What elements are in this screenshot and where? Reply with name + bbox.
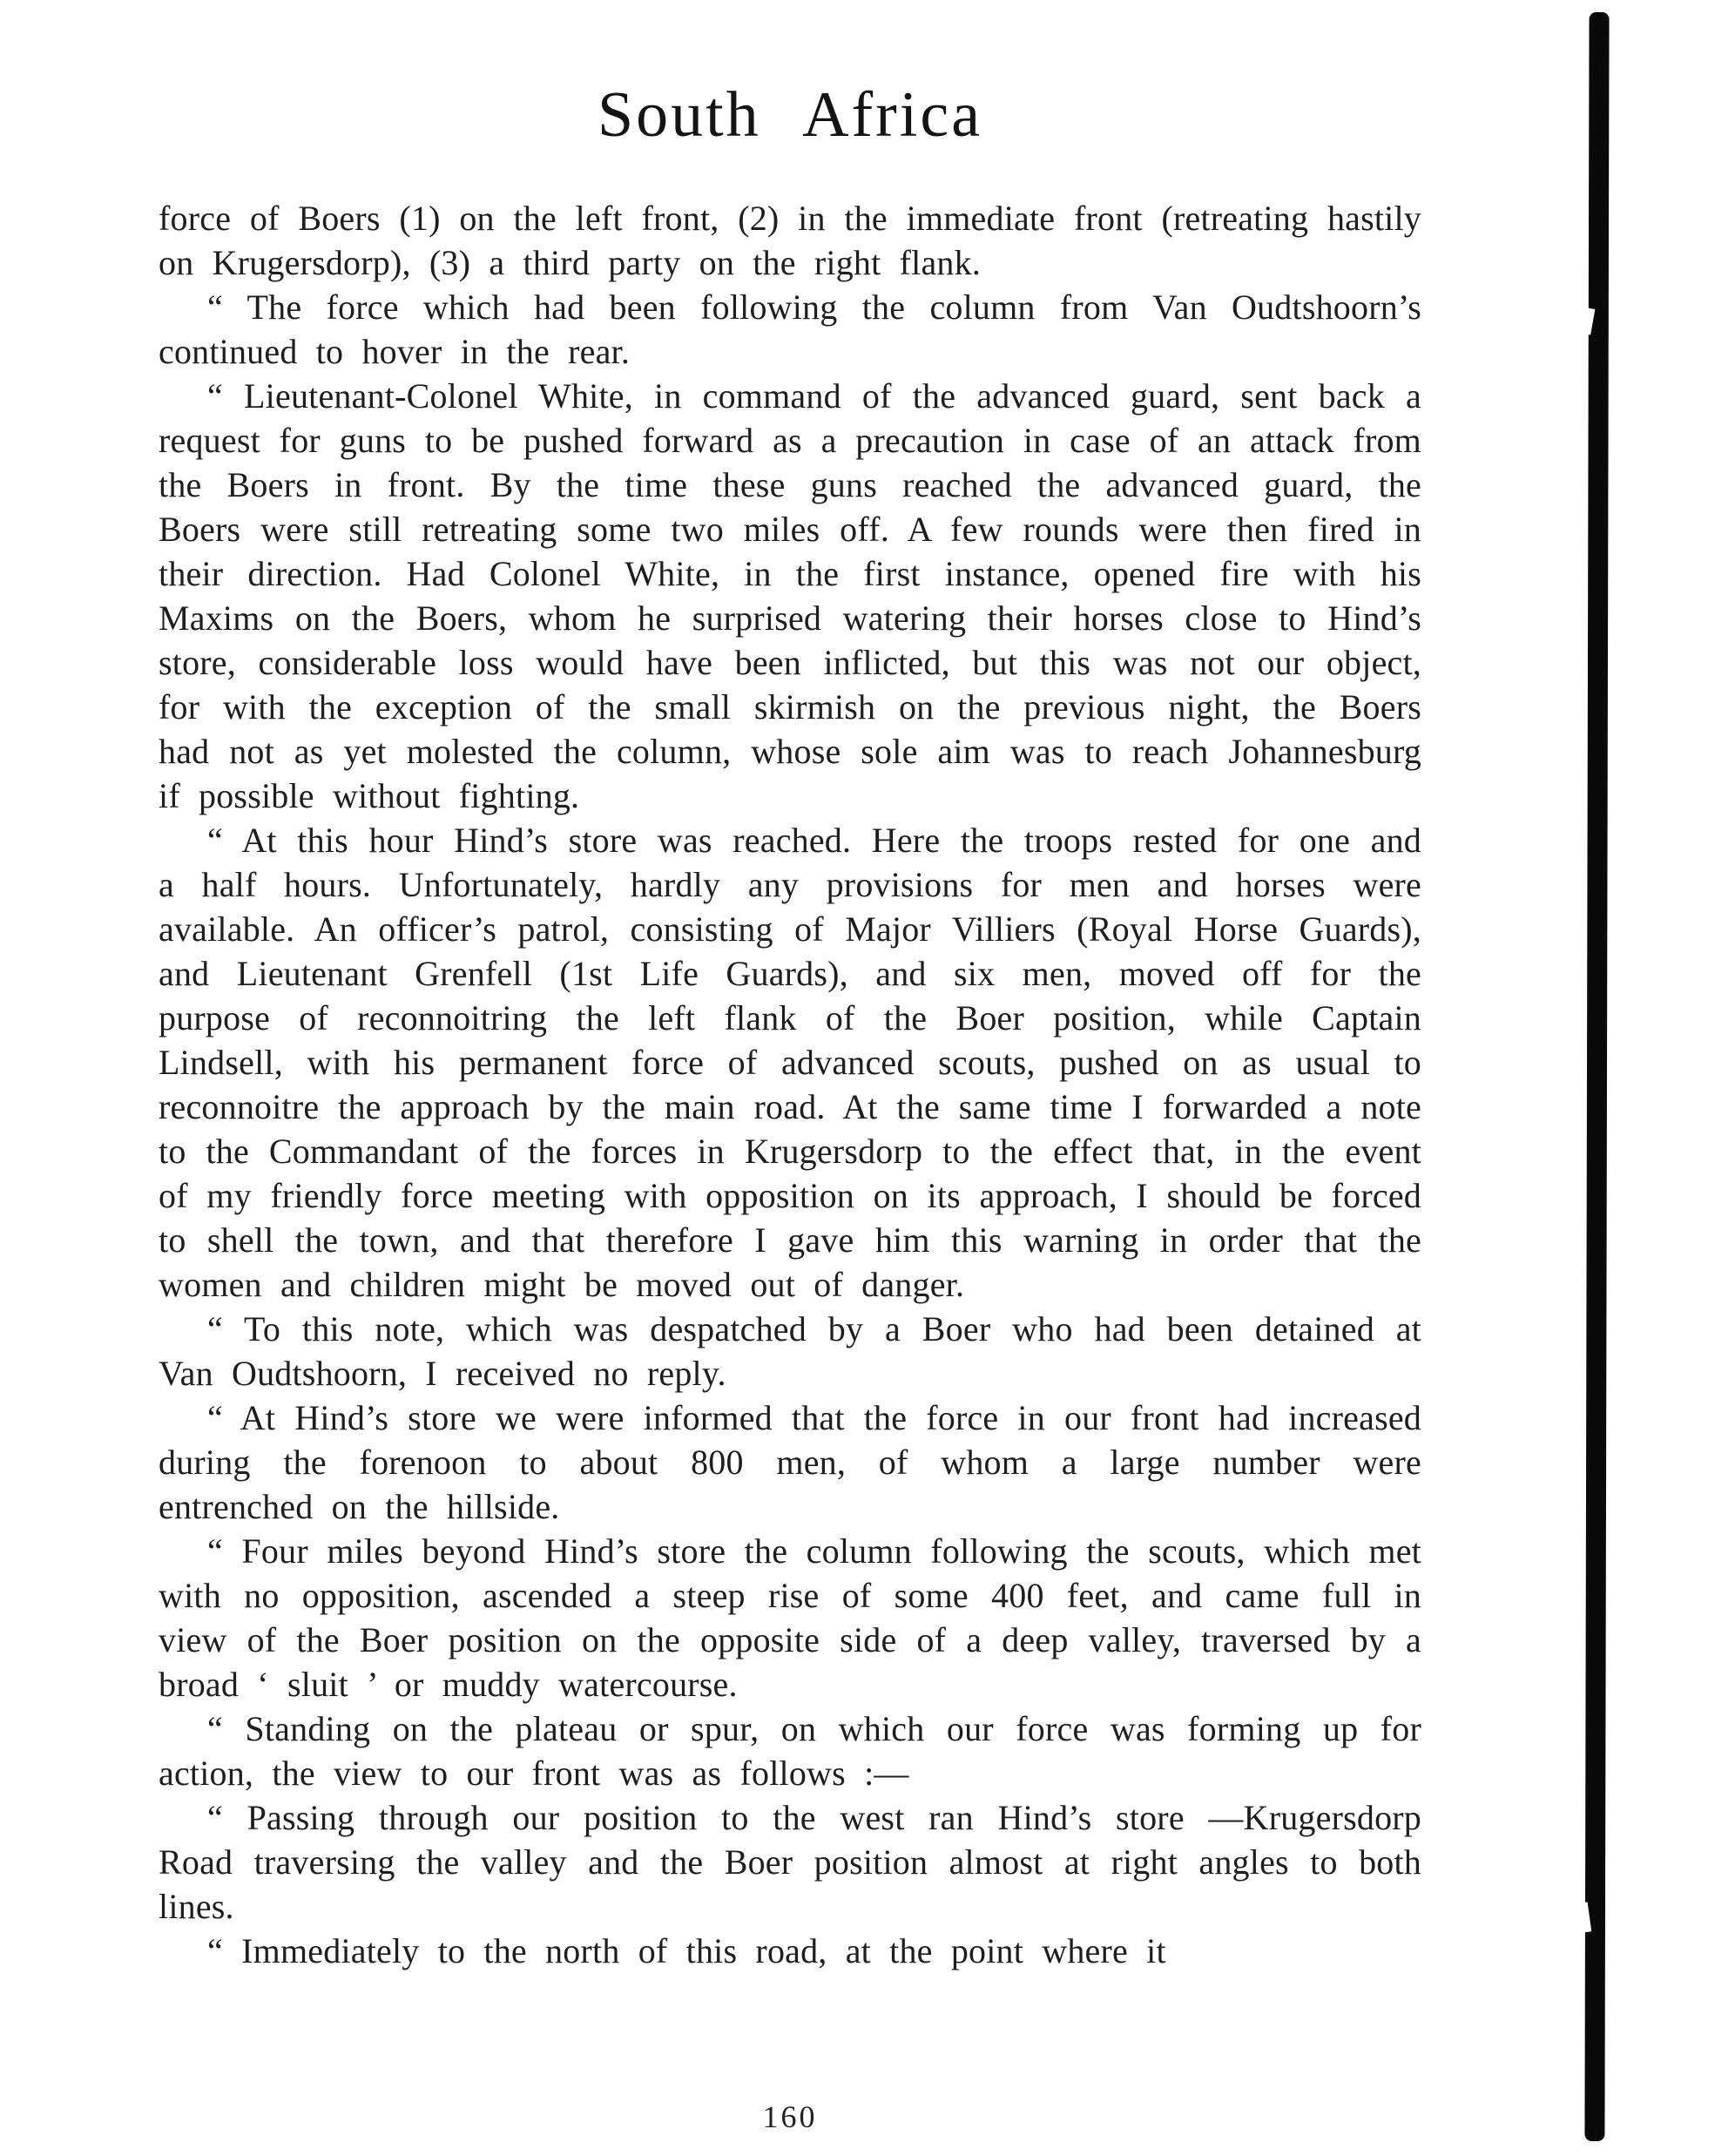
page-title: South Africa [597,79,983,151]
paragraph-2: “ The force which had been following the column from Van Oudtshoorn’s continued to hover in the rear. [159,287,1421,371]
paragraph-4: “ At this hour Hind’s store was reached. Here the troops rested for one and a half hours. Unfortunately, hardly any provisions for men and horses were available. An officer’s patrol, consisting of Major Villiers (Royal Horse Guards), and Lieutenant Grenfell (1st Life Guards), and six men, moved off for the purpose of reconnoitring the left flank of the Boer position, while Captain Lindsell, with his permanent force of advanced scouts, pushed on as usual to reconnoitre the approach by the main road. At the same time I forwarded a note to the Commandant of the forces in Krugersdorp to the effect that, in the event of my friendly force meeting with opposition on its approach, I should be forced to shell the town, and that therefore I gave him this warning in order that the women and children might be moved out of danger. [159,821,1421,1304]
paragraph-9: “ Passing through our position to the west ran Hind’s store —Krugersdorp Road traversing the valley and the Boer position almost at right angles to both lines. [159,1798,1421,1926]
paragraph-1: force of Boers (1) on the left front, (2) in the immediate front (retreating hastily on Krugersdorp), (3) a third party on the right flank. [159,199,1421,282]
paragraph-10: “ Immediately to the north of this road, at the point where it [207,1931,1166,1970]
paragraph-3: “ Lieutenant-Colonel White, in command of the advanced guard, sent back a request for guns to be pushed forward as a precaution in case of an attack from the Boers in front. By the time these guns reached the advanced guard, the Boers were still retreating some two miles off. A few rounds were then fired in their direction. Had Colonel White, in the first instance, opened fire with his Maxims on the Boers, whom he surprised watering their horses close to Hind’s store, considerable loss would have been inflicted, but this was not our object, for with the exception of the small skirmish on the previous night, the Boers had not as yet molested the column, whose sole aim was to reach Johannesburg if possible without fighting. [159,376,1421,815]
paragraph-7: “ Four miles beyond Hind’s store the column following the scouts, which met with no opposition, ascended a steep rise of some 400 feet, and came full in view of the Boer position on the opposite side of a deep valley, traversed by a broad ‘ sluit ’ or muddy watercourse. [159,1531,1421,1704]
body-text [159,196,1421,1973]
paragraph-6: “ At Hind’s store we were informed that the force in our front had increased during the forenoon to about 800 men, of whom a large number were entrenched on the hillside. [159,1398,1421,1526]
paragraph-5: “ To this note, which was despatched by a Boer who had been detained at Van Oudtshoorn, I received no reply. [159,1309,1421,1393]
page-number: 160 [762,2099,818,2134]
paragraph-8: “ Standing on the plateau or spur, on which our force was forming up for action, the view to our front was as follows :— [159,1709,1421,1793]
